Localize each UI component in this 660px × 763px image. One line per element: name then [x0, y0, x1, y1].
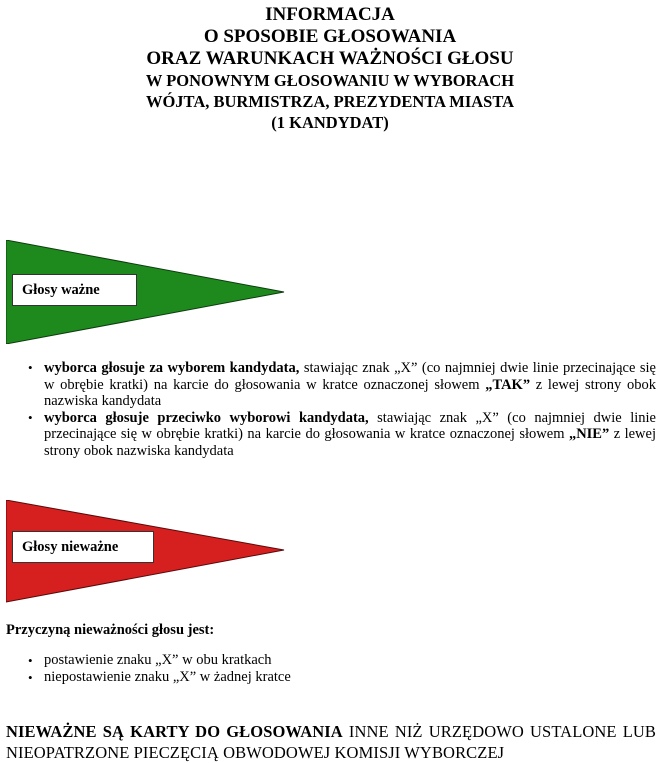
list-item [0, 360, 656, 410]
valid-votes-pennant [6, 240, 286, 344]
title-line-6: (1 KANDYDAT) [271, 113, 389, 132]
item-text-end: z lewej strony obok nazwiska kandydata [44, 376, 656, 409]
item-text: stawiając znak „X” (co najmniej dwie linie przecinające się w obrębie kratki) na karcie do głosowania w kratce oznaczonej słowem [44, 409, 656, 442]
document-subtitle [0, 70, 660, 133]
item-text-end: z lewej strony obok nazwiska kandydata [44, 426, 656, 459]
title-line-3: ORAZ WARUNKACH WAŻNOŚCI GŁOSU [146, 48, 514, 69]
notice-bold: NIEWAŻNE SĄ KARTY DO GŁOSOWANIA [6, 722, 343, 741]
invalid-votes-pennant [6, 500, 286, 604]
item-text: niepostawienie znaku „X” w żadnej kratce [44, 669, 291, 685]
item-bold-word: „NIE” [568, 426, 610, 442]
invalidity-reason-heading: Przyczyną nieważności głosu jest: [6, 622, 215, 638]
bullet-icon: • [28, 670, 33, 685]
list-item [0, 652, 656, 669]
bullet-icon: • [28, 360, 33, 375]
document-title [0, 4, 660, 70]
item-bold-lead: wyborca głosuje za wyborem kandydata, [44, 360, 300, 376]
title-line-1: INFORMACJA [265, 4, 395, 25]
valid-votes-label: Głosy ważne [12, 274, 137, 306]
notice-text: INNE NIŻ URZĘDOWO USTALONE LUB NIEOPATRZONE PIECZĘCIĄ OBWODOWEJ KOMISJI WYBORCZEJ [6, 722, 656, 762]
item-bold-word: „TAK” [485, 376, 531, 393]
list-item [0, 410, 656, 460]
invalid-ballots-notice [6, 721, 656, 763]
title-line-4: W PONOWNYM GŁOSOWANIU W WYBORACH [145, 71, 515, 90]
bullet-icon: • [28, 653, 33, 668]
invalid-votes-label: Głosy nieważne [12, 531, 154, 563]
valid-votes-list [0, 360, 656, 459]
title-line-5: WÓJTA, BURMISTRZA, PREZYDENTA MIASTA [145, 92, 515, 111]
invalid-votes-list [0, 652, 656, 686]
item-text: postawienie znaku „X” w obu kratkach [44, 652, 272, 668]
list-item [0, 669, 656, 686]
item-text: stawiając znak „X” (co najmniej dwie linie przecinające się w obrębie kratki) na karcie do głosowania w kratce oznaczonej słowem [44, 360, 656, 393]
bullet-icon: • [28, 409, 33, 425]
item-bold-lead: wyborca głosuje przeciwko wyborowi kandydata, [44, 409, 369, 426]
title-line-2: O SPOSOBIE GŁOSOWANIA [203, 26, 457, 47]
